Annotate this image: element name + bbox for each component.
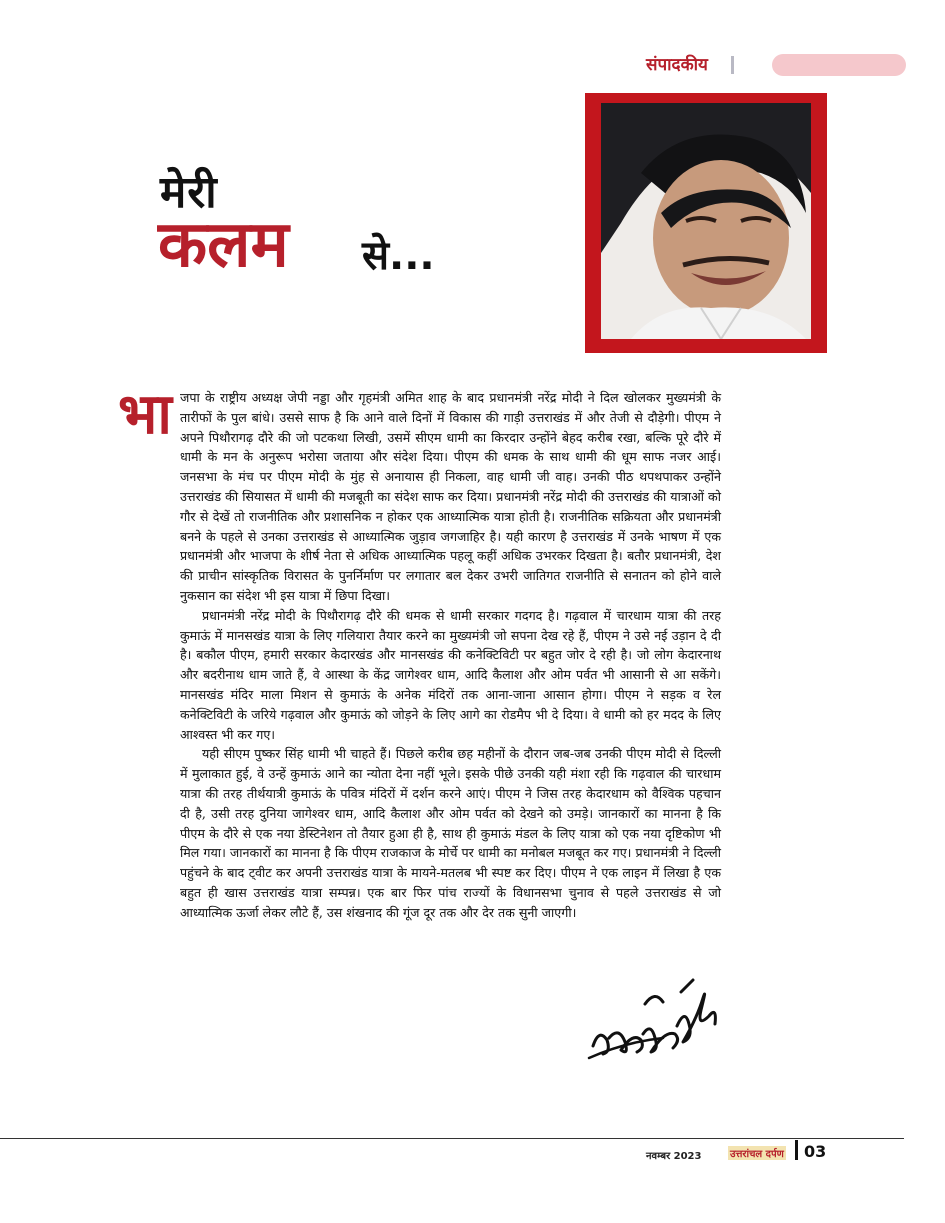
handwritten-signature-graphic [585, 968, 725, 1068]
drop-cap: भा [118, 382, 172, 447]
author-signature [585, 968, 725, 1072]
paragraph: यही सीएम पुष्कर सिंह धामी भी चाहते हैं। पिछले करीब छह महीनों के दौरान जब-जब उनकी पीएम मोदी से दिल्ली में मुलाकात हुई, वे उन्हें कुमाऊं आने का न्योता देना नहीं भूले। इसके पीछे उनकी यही मंशा रही कि गढ़वाल की चारधाम यात्रा की तरह तीर्थयात्री कुमाऊं के पवित्र मंदिरों में दर्शन करने आएं। पीएम ने जिस तरह केदारधाम को वैश्विक पहचान दी है, उसी तरह दुनिया जागेश्वर धाम, आदि कैलाश और ओम पर्वत को देखने को उमड़े। जानकारों का मानना है कि पीएम के दौरे से एक नया डेस्टिनेशन तो तैयार हुआ ही है, साथ ही कुमाऊं मंडल के लिए यात्रा को एक नया दृष्टिकोण भी मिल गया। जानकारों का मानना है कि पीएम राजकाज के मोर्चे पर धामी का मनोबल मजबूत कर गए। प्रधानमंत्री ने दिल्ली पहुंचने के बाद ट्वीट कर अपनी उत्तराखंड यात्रा के मायने-मतलब भी स्पष्ट कर दिए। पीएम ने एक लाइन में लिखा है एक बहुत ही खास उत्तराखंड यात्रा सम्पन्न। एक बार फिर पांच राज्यों के विधानसभा चुनाव से पहले उत्तराखंड से जो आध्यात्मिक ऊर्जा लेकर लौटे हैं, उस शंखनाद की गूंज दूर तक और देर तक सुनी जाएगी। [180, 746, 721, 920]
column-title-line3: से... [362, 233, 435, 279]
magazine-brand: उत्तरांचल दर्पण [728, 1146, 786, 1160]
paragraph: जपा के राष्ट्रीय अध्यक्ष जेपी नड्डा और गृहमंत्री अमित शाह के बाद प्रधानमंत्री नरेंद्र मोदी ने दिल खोलकर मुख्यमंत्री के तारीफों के पुल बांधे। उससे साफ है कि आने वाले दिनों में विकास की गाड़ी उत्तराखंड में और तेजी से दौड़ेगी। पीएम ने अपने पिथौरागढ़ दौरे की जो पटकथा लिखी, उसमें सीएम धामी का किरदार उन्होंने बेहद करीब रखा, बल्कि पूरे दौरे में धामी के मन के अनुरूप भरोसा जताया और संदेश दिया। पीएम की धमक के साथ धामी की धूम साफ नजर आई। जनसभा के मंच पर पीएम मोदी के मुंह से अनायास ही निकला, वाह धामी जी वाह। उनकी पीठ थपथपाकर उन्होंने उत्तराखंड की सियासत में धामी की मजबूती का संदेश साफ कर दिया। प्रधानमंत्री नरेंद्र मोदी की उत्तराखंड की यात्राओं को गौर से देखें तो राजनीतिक और प्रशासनिक न होकर एक आध्यात्मिक यात्रा होती है। राजनीतिक सक्रियता और प्रधानमंत्री बनने के पहले से उनका उत्तराखंड से आध्यात्मिक जुड़ाव जगजाहिर है। यही कारण है उत्तराखंड में उनके भाषण में एक प्रधानमंत्री और भाजपा के शीर्ष नेता से अधिक आध्यात्मिक पहलू कहीं अधिक उभरकर दिखता है। बतौर प्रधानमंत्री, देश की प्राचीन सांस्कृतिक विरासत के पुनर्निर्माण पर लगातार बल देकर उभरी जातिगत राजनीति से सनातन को होने वाले नुकसान का संदेश भी इस यात्रा में छिपा दिखा। [180, 390, 721, 603]
section-label: संपादकीय [646, 55, 708, 75]
author-photo [601, 103, 811, 339]
author-photo-frame [585, 93, 827, 353]
column-title-line1: मेरी [160, 167, 218, 218]
footer-divider [795, 1140, 798, 1160]
paragraph: प्रधानमंत्री नरेंद्र मोदी के पिथौरागढ़ दौरे की धमक से धामी सरकार गदगद है। गढ़वाल में चारधाम यात्रा की तरह कुमाऊं में मानसखंड यात्रा के लिए गलियारा तैयार करने का मुख्यमंत्री जो सपना देख रहे हैं, पीएम ने उसे नई उड़ान दे दी है। बकौल पीएम, हमारी सरकार केदारखंड और मानसखंड की कनेक्टिविटी पर बहुत जोर दे रही है। जो लोग केदारनाथ और बदरीनाथ धाम जाते हैं, वे आस्था के केंद्र जागेश्वर धाम, आदि कैलाश और ओम पर्वत भी आसानी से आ सकेंगे। मानसखंड मंदिर माला मिशन से कुमाऊं के अनेक मंदिरों तक आना-जाना आसान होगा। पीएम ने सड़क व रेल कनेक्टिविटी के जरिये गढ़वाल और कुमाऊं को जोड़ने के लिए आगे का रोडमैप भी दे दिया। वे धामी को हर मदद के लिए आश्वस्त भी कर गए। [180, 607, 721, 742]
page-number: 03 [804, 1142, 827, 1161]
issue-date: नवम्बर 2023 [646, 1151, 702, 1162]
author-portrait-illustration [601, 103, 811, 339]
footer-rule [0, 1138, 904, 1139]
column-title-line2: कलम [158, 208, 289, 282]
editorial-body [180, 388, 721, 923]
header-pill-decoration [772, 54, 906, 76]
header-divider [731, 56, 734, 74]
